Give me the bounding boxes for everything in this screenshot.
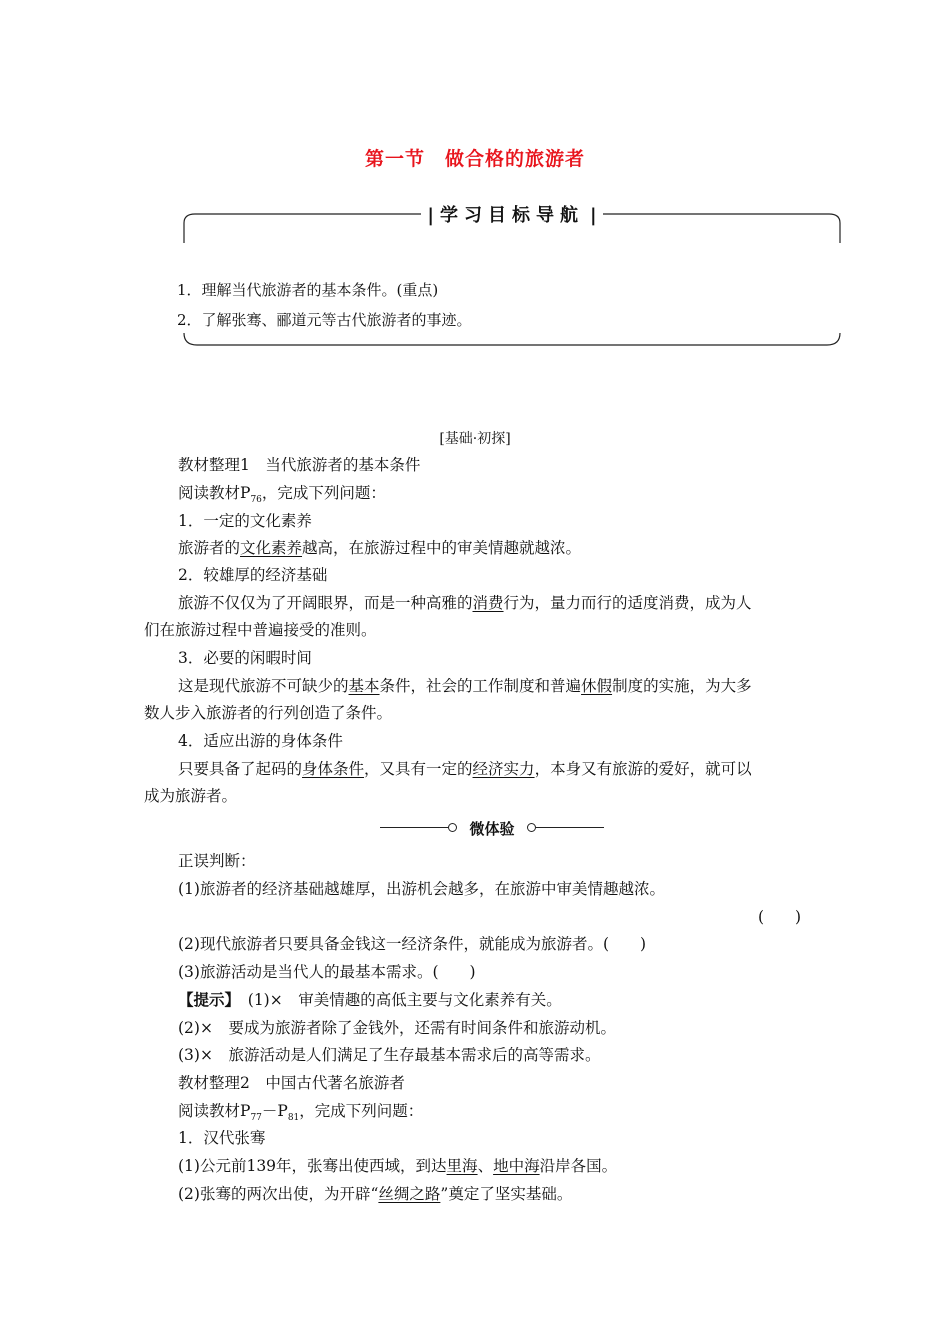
part1-heading: 教材整理1 当代旅游者的基本条件 (178, 456, 421, 474)
question: (1)旅游者的经济基础越雄厚，出游机会越多，在旅游中审美情趣越浓。 (178, 880, 665, 898)
read-instruction: 阅读教材$P_{77}-P_{81}$，完成下列问题： (178, 1102, 424, 1124)
objectives-heading: | 学习目标导航 | (183, 201, 841, 227)
condition-title: 2．较雄厚的经济基础 (178, 566, 328, 584)
condition-text: 们在旅游过程中普遍接受的准则。 (144, 621, 377, 639)
hint: (3)× 旅游活动是人们满足了生存最基本需求后的高等需求。 (178, 1046, 601, 1064)
question: (2)现代旅游者只要具备金钱这一经济条件，就能成为旅游者。( ) (178, 935, 647, 953)
condition-text: 只要具备了起码的身体条件，又具有一定的经济实力，本身又有旅游的爱好，就可以 (178, 760, 752, 778)
judge-label: 正误判断： (178, 852, 256, 870)
condition-text: 数人步入旅游者的行列创造了条件。 (144, 704, 393, 722)
read-instruction: 阅读教材$P_{76}$，完成下列问题： (178, 484, 386, 506)
condition-text: 成为旅游者。 (144, 787, 238, 805)
condition-title: 1．一定的文化素养 (178, 512, 312, 530)
condition-text: 这是现代旅游不可缺少的基本条件，社会的工作制度和普遍休假制度的实施，为大多 (178, 677, 752, 695)
traveler-text: (2)张骞的两次出使，为开辟“丝绸之路”奠定了坚实基础。 (178, 1185, 573, 1203)
condition-text: 旅游不仅仅为了开阔眼界，而是一种高雅的消费行为，量力而行的适度消费，成为人 (178, 594, 752, 612)
micro-experience-heading: 微体验 (380, 818, 604, 838)
traveler-text: (1)公元前139年，张骞出使西域，到达里海、地中海沿岸各国。 (178, 1157, 618, 1175)
answer-paren: ( ) (758, 908, 802, 926)
hint: 【提示】 (1)× 审美情趣的高低主要与文化素养有关。 (178, 990, 562, 1009)
objective-item: 2．了解张骞、郦道元等古代旅游者的事迹。 (177, 311, 472, 329)
hint: (2)× 要成为旅游者除了金钱外，还需有时间条件和旅游动机。 (178, 1019, 616, 1037)
condition-title: 4．适应出游的身体条件 (178, 732, 343, 750)
page-title: 第一节 做合格的旅游者 (364, 148, 586, 170)
section-tag: [基础·初探] (439, 431, 511, 447)
condition-title: 3．必要的闲暇时间 (178, 649, 312, 667)
objective-item: 1．理解当代旅游者的基本条件。(重点) (177, 281, 439, 299)
objectives-box (177, 205, 841, 347)
part2-heading: 教材整理2 中国古代著名旅游者 (178, 1074, 405, 1092)
condition-text: 旅游者的文化素养越高，在旅游过程中的审美情趣就越浓。 (178, 539, 582, 557)
question: (3)旅游活动是当代人的最基本需求。( ) (178, 963, 476, 981)
traveler-title: 1．汉代张骞 (178, 1129, 266, 1147)
